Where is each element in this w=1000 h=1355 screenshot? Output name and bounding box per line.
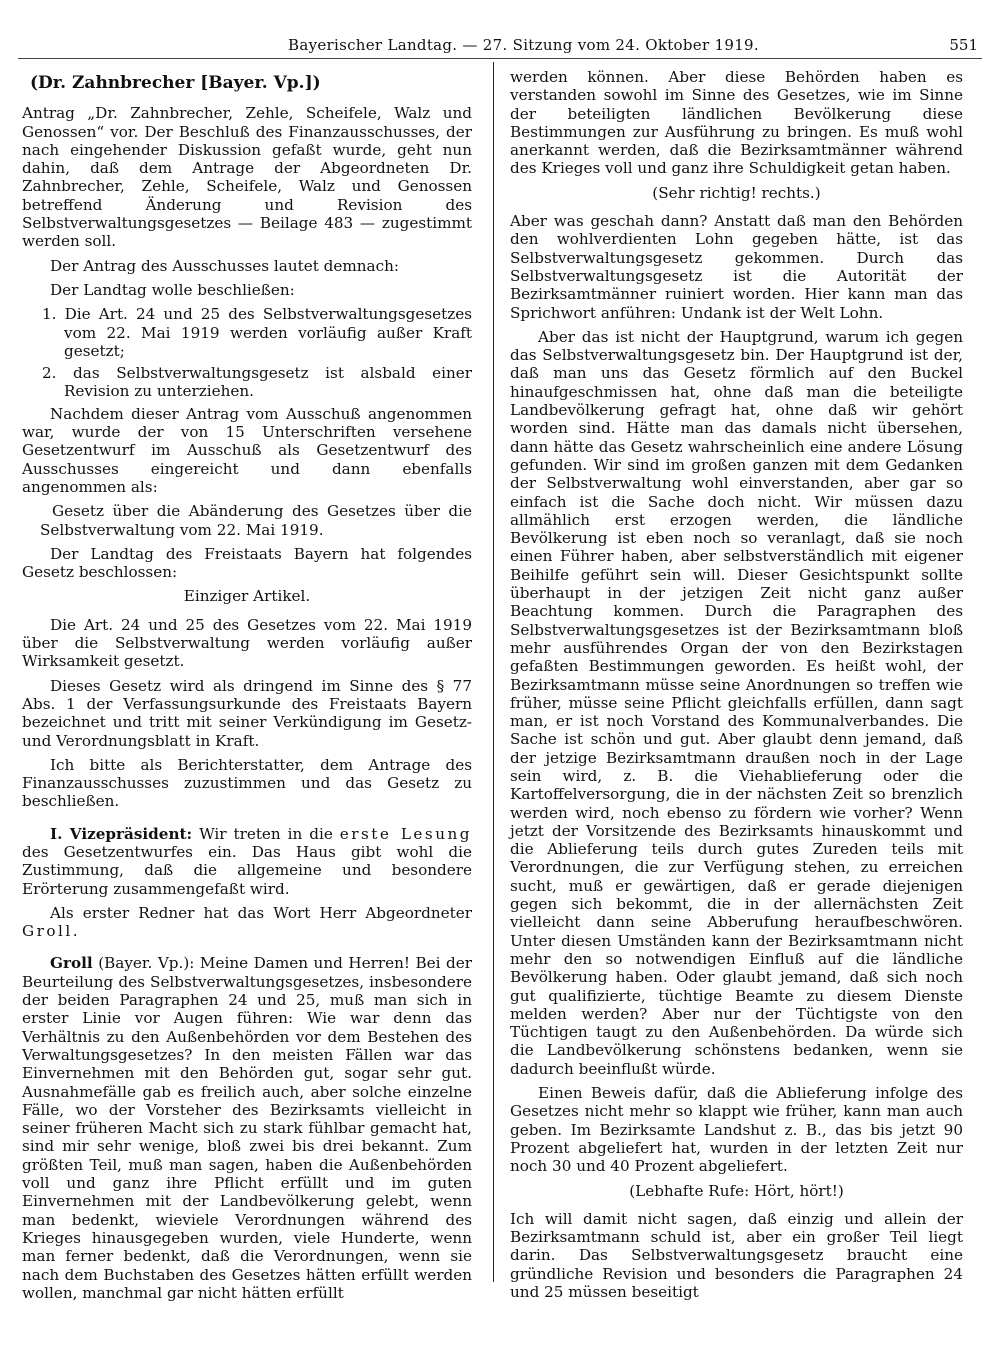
text: Als erster Redner hat das Wort Herr Abgeordneter (50, 903, 472, 922)
paragraph (22, 904, 472, 941)
paragraph: Der Antrag des Ausschusses lautet demnach: (50, 256, 399, 275)
page-number: 551 (949, 36, 978, 54)
paragraph: Einen Beweis dafür, daß die Ablieferung infolge des Gesetzes nicht mehr so klappt wie früher, kann man auch geben. Im Bezirksamte Landshut z. B., das bis jetzt 90 Prozent abgeliefert hat, wurden in der letzten Zeit nur noch 30 und 40 Prozent abgeliefert. (510, 1084, 963, 1176)
paragraph: Nachdem dieser Antrag vom Ausschuß angenommen war, wurde der von 15 Unterschriften versehene Gesetzentwurf im Ausschuß als Gesetzentwurf des Ausschusses eingereicht und dann ebenfalls angenommen als: (22, 404, 472, 496)
article-title: Einziger Artikel. (183, 587, 311, 606)
vizepraesident-paragraph (22, 825, 472, 898)
text: (Bayer. Vp.): Meine Damen und Herren! Bei der Beurteilung des Selbstverwaltungsgesetzes, insbesondere der beiden Paragraphen 24 und 25, muß man sich in erster Linie vor Augen führen: Wie war denn das Verhältnis zu den Außenbehörden vor dem Bestehen des Verwaltungsgesetzes? In den meisten Fällen war das Einvernehmen mit den Behörden gut, sogar sehr gut. Ausnahmefälle gab es freilich auch, aber solche einzelne Fälle, wo der Vorsteher des Bezirksamts vielleicht in seiner früheren Macht sich zu stark fühlbar gemacht hat, sind mir sehr wenige, bloß zwei bis drei bekannt. Zum größten Teil, muß man sagen, haben die Außenbehörden voll und ganz ihre Pflicht erfüllt und im guten Einvernehmen mit der Landbevölkerung gelebt, wenn man bedenkt, wieviele Verordnungen während des Krieges hinausgegeben wurden, viele Hunderte, wenn man ferner bedenkt, daß die Verordnungen, wenn sie nach dem Buchstaben des Gesetzes hätten erfüllt werden wollen, manchmal gar nicht hätten erfüllt (22, 954, 473, 1302)
column-divider (493, 62, 494, 1282)
left-column (22, 68, 472, 1308)
speaker-label: Groll (50, 954, 93, 973)
list-item: 2. das Selbstverwaltungsgesetz ist alsbald einer Revision zu unterziehen. (42, 364, 472, 401)
speaker-name: Groll. (22, 922, 81, 941)
paragraph: Antrag „Dr. Zahnbrecher, Zehle, Scheifele, Walz und Genossen“ vor. Der Beschluß des Finanzausschusses, der nach eingehender Diskussion gefaßt wurde, geht nun dahin, daß dem Antrage der Abgeordneten Dr. Zahnbrecher, Zehle, Scheifele, Walz und Genossen betreffend Änderung und Revision des Selbstverwaltungsgesetzes — Beilage 483 — zugestimmt werden soll. (22, 104, 472, 251)
groll-speech (22, 954, 472, 1302)
page-header (18, 36, 982, 59)
interjection: (Sehr richtig! rechts.) (652, 183, 821, 202)
running-title: Bayerischer Landtag. — 27. Sitzung vom 24. Oktober 1919. (288, 36, 759, 54)
paragraph: werden können. Aber diese Behörden haben es verstanden sowohl im Sinne des Gesetzes, wie im Sinne der beteiligten ländlichen Bevölkerung diese Bestimmungen zur Ausführung zu bringen. Es muß wohl anerkannt werden, daß die Bezirksamtmänner während des Krieges voll und ganz ihre Schuldigkeit getan haben. (510, 68, 963, 178)
paragraph: Ich will damit nicht sagen, daß einzig und allein der Bezirksamtmann schuld ist, aber ein großer Teil liegt darin. Das Selbstverwaltungsgesetz braucht eine gründliche Revision und besonders die Paragraphen 24 und 25 müssen beseitigt (510, 1209, 963, 1301)
paragraph: Der Landtag wolle beschließen: (50, 280, 295, 299)
text: Wir treten in die (199, 824, 333, 843)
speaker-label: I. Vizepräsident: (50, 824, 193, 843)
emphasis: erste Lesung (339, 824, 473, 843)
paragraph: Aber das ist nicht der Hauptgrund, warum ich gegen das Selbstverwaltungsgesetz bin. Der Hauptgrund ist der, daß man uns das Gesetz förmlich auf den Buckel hinaufgeschmissen hat, ohne daß man die beteiligte Landbevölkerung gefragt hat, ohne daß wir gehört worden sind. Hätte man das damals nicht übersehen, dann hätte das Gesetz wahrscheinlich eine andere Lösung gefunden. Wir sind im großen ganzen mit dem Gedanken der Selbstverwaltung wohl einverstanden, aber gar so einfach ist die Sache doch nicht. Wir müssen dazu allmählich erst erzogen werden, die ländliche Bevölkerung ist eben noch so veranlagt, daß sie noch einen Führer haben, aber selbstverständlich mit eigener Beihilfe geführt sein will. Dieser Gesichtspunkt sollte überhaupt in der jetzigen Zeit nicht ganz außer Beachtung kommen. Durch die Paragraphen des Selbstverwaltungsgesetzes ist der Bezirksamtmann bloß mehr ausführendes Organ der von den Bezirkstagen gefaßten Bestimmungen geworden. Es heißt wohl, der Bezirksamtmann müsse seine Anordnungen so treffen wie früher, müsse seine Pflicht gleichfalls erfüllen, dann sagt man, er ist noch Vorstand des Kommunalverbandes. Die Sache ist schön und gut. Aber glaubt denn jemand, daß der jetzige Bezirksamtmann draußen noch in der Lage sein wird, z. B. die Viehablieferung oder die Kartoffelversorgung, die in der nächsten Zeit so brenzlich werden wird, noch ebenso zu fördern wie vorher? Wenn jetzt der Vorsitzende des Bezirksamts hinauskommt und die Ablieferung teils durch gutes Zureden teils mit Verordnungen, die zur Verfügung stehen, zu erreichen sucht, muß er gewärtigen, daß er gerade diejenigen gegen sich bekommt, die in der allernächsten Zeit vielleicht dann seine Abberufung heraufbeschwören. Unter diesen Umständen kann der Bezirksamtmann nicht mehr den so notwendigen Einfluß auf die ländliche Bevölkerung haben. Oder glaubt jemand, daß sich noch gut qualifizierte, tüchtige Beamte zu diesem Dienste melden werden? Aber nur der Tüchtigste von den Tüchtigen taugt zu den Außenbehörden. Da würde sich die Landbevölkerung schönstens bedanken, wenn sie dadurch beeinflußt würde. (510, 327, 963, 1078)
paragraph: Der Landtag des Freistaats Bayern hat folgendes Gesetz beschlossen: (22, 544, 472, 582)
list-item: 1. Die Art. 24 und 25 des Selbstverwaltungsgesetzes vom 22. Mai 1919 werden vorläufig außer Kraft gesetzt; (42, 305, 472, 360)
interjection: (Lebhafte Rufe: Hört, hört!) (629, 1181, 844, 1200)
paragraph: Die Art. 24 und 25 des Gesetzes vom 22. Mai 1919 über die Selbstverwaltung werden vorläufig außer Wirksamkeit gesetzt. (22, 615, 472, 671)
paragraph: Aber was geschah dann? Anstatt daß man den Behörden den wohlverdienten Lohn gegeben hätte, ist das Selbstverwaltungsgesetz gekommen. Durch das Selbstverwaltungsgesetz ist die Autorität der Bezirksamtmänner ruiniert worden. Hier kann man das Sprichwort anführen: Undank ist der Welt Lohn. (510, 212, 963, 322)
text: des Gesetzentwurfes ein. Das Haus gibt wohl die Zustimmung, daß die allgemeine und besondere Erörterung zusammengefaßt wird. (22, 842, 472, 898)
paragraph: Ich bitte als Berichterstatter, dem Antrage des Finanzausschusses zuzustimmen und das Gesetz zu beschließen. (22, 755, 472, 811)
law-title: Gesetz über die Abänderung des Gesetzes über die Selbstverwaltung vom 22. Mai 1919. (40, 502, 472, 539)
right-column (510, 68, 963, 1307)
speaker-heading: (Dr. Zahnbrecher [Bayer. Vp.]) (30, 73, 321, 93)
paragraph: Dieses Gesetz wird als dringend im Sinne des § 77 Abs. 1 der Verfassungsurkunde des Freistaats Bayern bezeichnet und tritt mit seiner Verkündigung im Gesetz- und Verordnungsblatt in Kraft. (22, 676, 472, 750)
